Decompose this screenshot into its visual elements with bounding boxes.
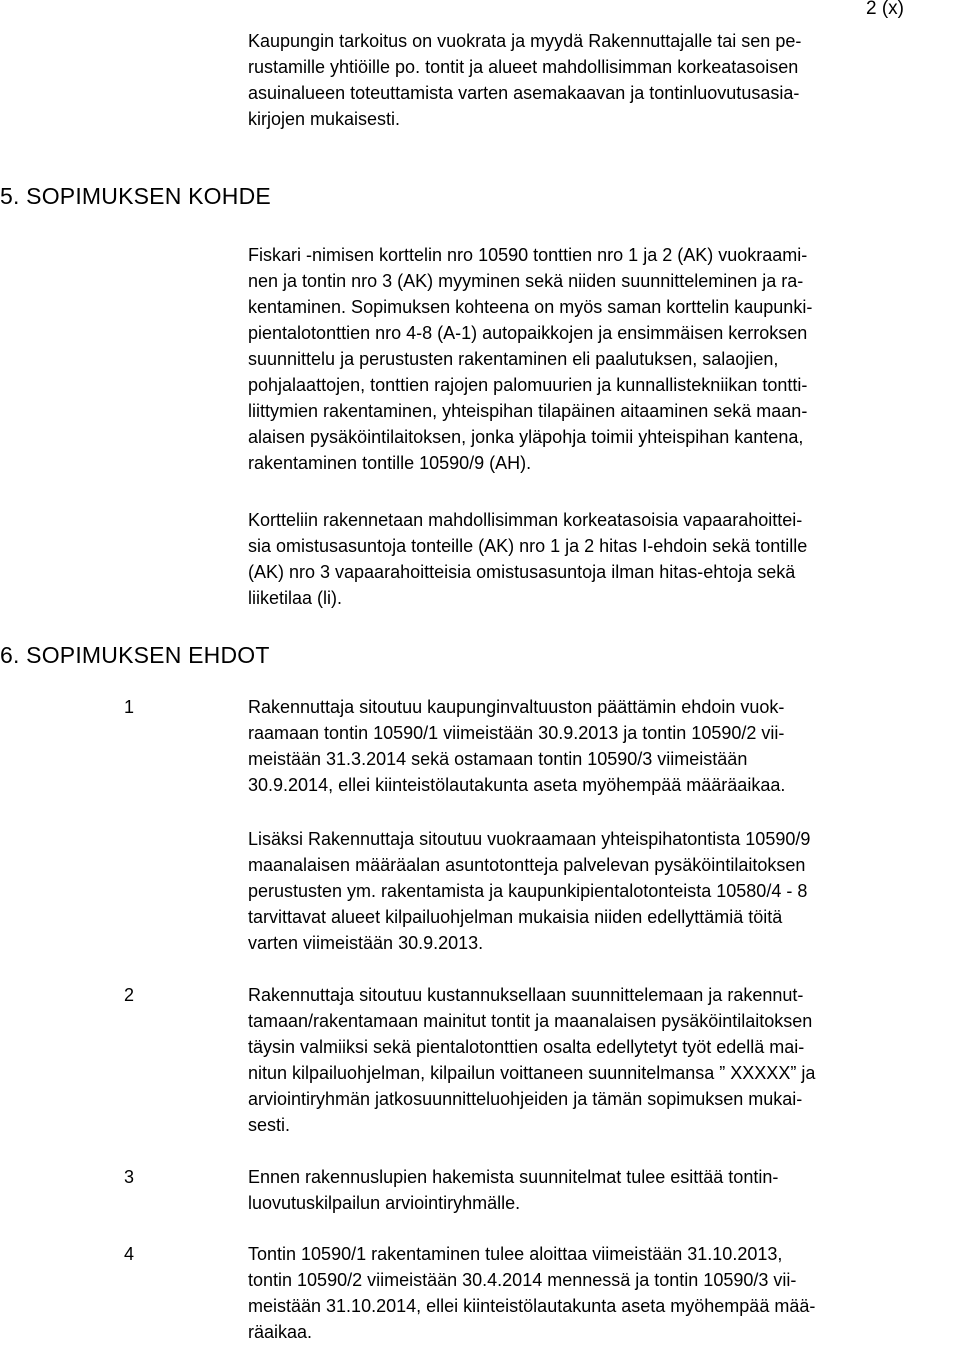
text-line: pohjalaattojen, tonttien rajojen palomuurien ja kunnallistekniikan tontti-	[248, 375, 808, 395]
text-line: Ennen rakennuslupien hakemista suunnitelmat tulee esittää tontin-	[248, 1167, 779, 1187]
section5-paragraph-2	[248, 507, 958, 611]
text-line: rakentaminen tontille 10590/9 (AH).	[248, 453, 532, 473]
section5-paragraph-1	[248, 242, 958, 476]
text-line: kirjojen mukaisesti.	[248, 109, 401, 129]
text-line: asuinalueen toteuttamista varten asemakaavan ja tontinluovutusasia-	[248, 83, 800, 103]
text-line: liittymien rakentaminen, yhteispihan tilapäinen aitaaminen sekä maan-	[248, 401, 808, 421]
text-line: 30.9.2014, ellei kiinteistölautakunta aseta myöhempää määräaikaa.	[248, 775, 786, 795]
text-line: luovutuskilpailun arviointiryhmälle.	[248, 1193, 521, 1213]
text-line: täysin valmiiksi sekä pientalotonttien osalta edellytetyt työt edellä mai-	[248, 1037, 805, 1057]
text-line: raamaan tontin 10590/1 viimeistään 30.9.2013 ja tontin 10590/2 vii-	[248, 723, 785, 743]
text-line: räaikaa.	[248, 1322, 313, 1342]
text-line: alaisen pysäköintilaitoksen, jonka yläpohja toimii yhteispihan kantena,	[248, 427, 804, 447]
text-line: nitun kilpailuohjelman, kilpailun voittaneen suunnitelmansa ” XXXXX” ja	[248, 1063, 816, 1083]
text-line: Rakennuttaja sitoutuu kaupunginvaltuuston päättämin ehdoin vuok-	[248, 697, 785, 717]
text-line: tamaan/rakentamaan mainitut tontit ja maanalaisen pysäköintilaitoksen	[248, 1011, 813, 1031]
text-line: maanalaisen määräalan asuntotontteja palvelevan pysäköintilaitoksen	[248, 855, 806, 875]
text-line: arviointiryhmän jatkosuunnitteluohjeiden ja tämän sopimuksen mukai-	[248, 1089, 803, 1109]
item-number: 3	[124, 1167, 135, 1187]
text-line: Rakennuttaja sitoutuu kustannuksellaan suunnittelemaan ja rakennut-	[248, 985, 804, 1005]
text-line: sesti.	[248, 1115, 291, 1135]
item-number: 4	[124, 1244, 135, 1264]
text-line: meistään 31.10.2014, ellei kiinteistölautakunta aseta myöhempää mää-	[248, 1296, 816, 1316]
item-3-text	[248, 1164, 958, 1216]
section-heading-ehdot: 6. SOPIMUKSEN EHDOT	[0, 642, 270, 668]
text-line: rustamille yhtiöille po. tontit ja alueet mahdollisimman korkeatasoisen	[248, 57, 799, 77]
item-1-extra-text	[248, 826, 958, 956]
text-line: (AK) nro 3 vapaarahoitteisia omistusasuntoja ilman hitas-ehtoja sekä	[248, 562, 796, 582]
text-line: Fiskari -nimisen korttelin nro 10590 tonttien nro 1 ja 2 (AK) vuokraami-	[248, 245, 808, 265]
item-1-text	[248, 694, 958, 798]
text-line: Kortteliin rakennetaan mahdollisimman korkeatasoisia vapaarahoittei-	[248, 510, 803, 530]
item-number: 1	[124, 697, 135, 717]
text-line: pientalotonttien nro 4-8 (A-1) autopaikkojen ja ensimmäisen kerroksen	[248, 323, 808, 343]
intro-paragraph	[248, 28, 958, 132]
text-line: sia omistusasuntoja tonteille (AK) nro 1 ja 2 hitas I-ehdoin sekä tontille	[248, 536, 808, 556]
text-line: tontin 10590/2 viimeistään 30.4.2014 mennessä ja tontin 10590/3 vii-	[248, 1270, 797, 1290]
text-line: perustusten ym. rakentamista ja kaupunkipientalotonteista 10580/4 - 8	[248, 881, 808, 901]
text-line: kentaminen. Sopimuksen kohteena on myös saman korttelin kaupunki-	[248, 297, 813, 317]
text-line: liiketilaa (li).	[248, 588, 343, 608]
text-line: Lisäksi Rakennuttaja sitoutuu vuokraamaan yhteispihatontista 10590/9	[248, 829, 811, 849]
text-line: meistään 31.3.2014 sekä ostamaan tontin 10590/3 viimeistään	[248, 749, 748, 769]
item-2-text	[248, 982, 958, 1138]
page-number: 2 (x)	[866, 0, 904, 19]
text-line: varten viimeistään 30.9.2013.	[248, 933, 484, 953]
text-line: Kaupungin tarkoitus on vuokrata ja myydä Rakennuttajalle tai sen pe-	[248, 31, 802, 51]
item-4-text	[248, 1241, 958, 1345]
text-line: nen ja tontin nro 3 (AK) myyminen sekä niiden suunnitteleminen ja ra-	[248, 271, 804, 291]
text-line: suunnittelu ja perustusten rakentaminen eli paalutuksen, salaojien,	[248, 349, 779, 369]
text-line: tarvittavat alueet kilpailuohjelman mukaisia niiden edellyttämiä töitä	[248, 907, 783, 927]
section-heading-kohde: 5. SOPIMUKSEN KOHDE	[0, 183, 271, 209]
item-number: 2	[124, 985, 135, 1005]
text-line: Tontin 10590/1 rakentaminen tulee aloittaa viimeistään 31.10.2013,	[248, 1244, 783, 1264]
